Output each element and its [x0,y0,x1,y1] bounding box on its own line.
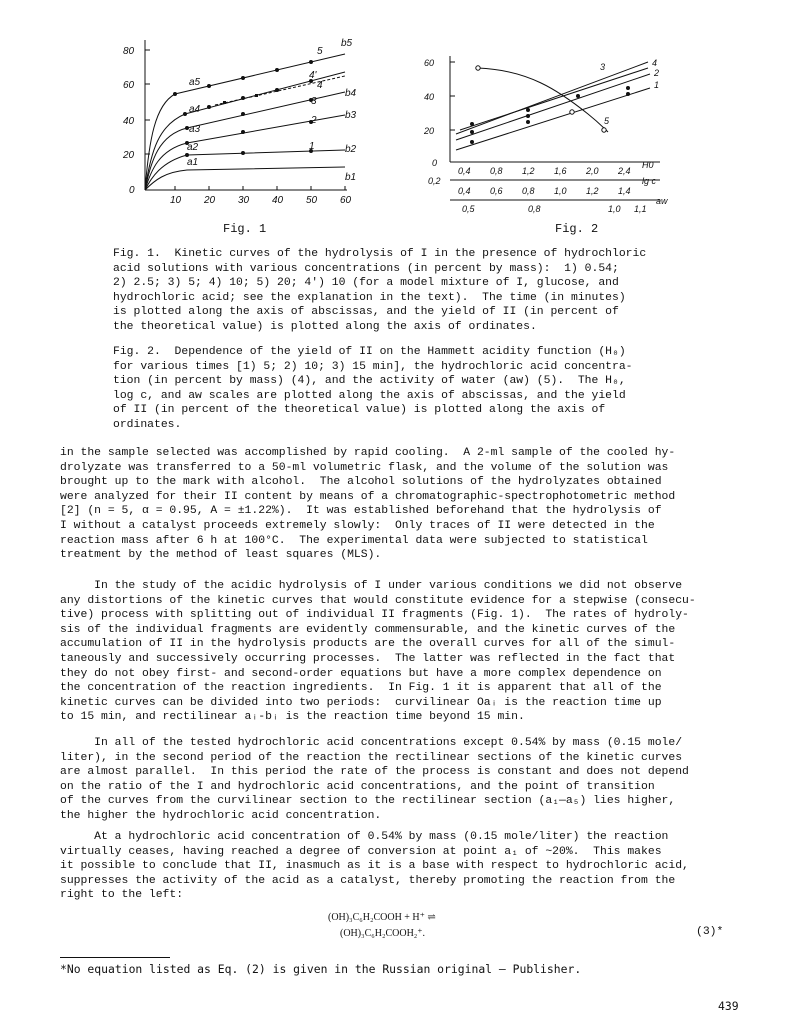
paragraph-4 [60,830,740,903]
caption-line: 2) 2.5; 3) 5; 4) 10; 5) 20; 4') 10 (for a model mixture of I, glucose, and [113,277,619,290]
caption-line: Fig. 2. Dependence of the yield of II on the Hammett acidity function (H₀) [113,346,626,358]
fig2-logc-tick: 0,4 [458,186,471,196]
fig2-logc-tick: 1,4 [618,186,631,196]
body-line: virtually ceases, having reached a degree of conversion at point a₁ of ~20%. This makes [60,845,662,858]
fig1-ytick: 20 [123,150,135,161]
fig1-ytick: 0 [129,185,135,196]
fig1-end-label: b1 [345,172,357,183]
equation-line-2: (OH)₃C₆H₂COOH₂⁺. [340,928,426,939]
body-line: are almost parallel. In this period the rate of the process is constant and does not depend [60,766,689,779]
body-line: treatment by the method of least squares (MLS). [60,549,382,562]
fig1-ytick: 60 [123,80,135,91]
body-line: sis of the individual fragments are evidently commensurable, and the kinetic curves of the [60,623,676,636]
caption-line: log c, and aw scales are plotted along the axis of abscissas, and the yield [113,389,626,402]
body-line: they do not obey first- and second-order equations but have a more complex dependence on [60,667,662,680]
fig2-h0-tick: 1,2 [522,166,535,176]
fig1-curve-label: 3 [311,96,317,107]
fig2-aw-tick: 0,5 [462,204,475,214]
fig2-aw-tick: 1,1 [634,204,647,214]
caption-line: of II (in percent of the theoretical value) is plotted along the axis of [113,404,606,417]
body-line: I without a catalyst proceeds extremely slowly: Only traces of II were detected in the [60,519,655,532]
paragraph-1 [60,446,740,563]
figure-2-label: Fig. 2 [555,222,599,236]
fig1-xtick: 60 [340,195,352,206]
fig2-ytick: 60 [424,58,435,68]
fig2-h0-tick: 2,4 [618,166,631,176]
figure-2-caption [113,345,713,433]
footnote-rule [60,957,170,958]
figure-2-plot [418,52,693,222]
caption-line: ordinates. [113,418,182,431]
body-line: the concentration of the reaction ingredients. In Fig. 1 it is apparent that all of the [60,682,662,695]
body-line: taneously and successively occurring processes. The latter was reflected in the fact that [60,652,676,665]
fig2-curve-label: 1 [654,80,660,90]
fig2-ytick: 0 [432,158,438,168]
fig2-logc-tick: 1,2 [586,186,599,196]
fig2-h0-tick: 0,8 [490,166,503,176]
body-line: right to the left: [60,889,184,902]
body-line: In all of the tested hydrochloric acid concentrations except 0.54% by mass (0.15 mole/ [60,737,683,749]
fig2-logc-tick: 0,2 [428,176,441,186]
fig1-xtick: 40 [272,195,284,206]
fig1-xtick: 20 [204,195,216,206]
caption-line: hydrochloric acid; see the explanation in the text). The time (in minutes) [113,291,626,304]
fig2-logc-tick: 0,6 [490,186,503,196]
fig2-curve-label: 3 [600,62,606,72]
fig1-curve-label: 1 [309,141,315,152]
caption-line: Fig. 1. Kinetic curves of the hydrolysis of I in the presence of hydrochloric [113,248,647,260]
body-line: the higher the hydrochloric acid concentration. [60,809,382,822]
fig1-curve-label: 4' [309,70,317,81]
fig2-ytick: 20 [424,126,435,136]
body-line: liter), in the second period of the reaction the rectilinear sections of the kinetic curves [60,751,683,764]
fig2-h0-tick: 0,4 [458,166,471,176]
fig1-curve-label: 5 [317,46,323,57]
fig2-h0-tick: 1,6 [554,166,567,176]
page-number: 439 [718,999,739,1013]
footnote: *No equation listed as Eq. (2) is given in the Russian original — Publisher. [60,962,582,976]
caption-line: is plotted along the axis of abscissas, and the yield of II (in percent of [113,306,619,319]
caption-line: acid solutions with various concentrations (in percent by mass): 1) 0.54; [113,262,619,275]
body-line: reaction mass after 6 h at 100°C. The experimental data were subjected to statistical [60,534,648,547]
body-line: it possible to conclude that II, inasmuch as it is a base with respect to hydrochloric acid, [60,860,689,873]
fig1-xtick: 30 [238,195,250,206]
fig1-end-label: b5 [341,38,353,49]
fig1-xtick: 50 [306,195,318,206]
figure-1-caption [113,247,713,335]
body-line: drolyzate was transferred to a 50-ml volumetric flask, and the volume of the solution was [60,461,669,474]
fig2-axis-name: aw [656,196,668,206]
fig2-curve-label: 4 [652,58,658,68]
fig2-curve-label: 2 [654,68,660,78]
body-line: At a hydrochloric acid concentration of 0.54% by mass (0.15 mole/liter) the reaction [60,831,669,843]
body-line: kinetic curves can be divided into two periods: curvilinear Oaᵢ is the reaction time up [60,696,662,709]
fig1-point-label: a4 [189,104,201,115]
equation-number: (3)* [696,926,724,938]
body-line: any distortions of the kinetic curves that would constitute evidence for a stepwise (consecu- [60,594,696,607]
paragraph-3 [60,736,740,824]
fig1-point-label: a2 [187,142,199,153]
body-line: on the ratio of the I and hydrochloric acid concentrations, and the point of transition [60,780,655,793]
fig2-axis-name: H0 [642,160,654,170]
fig1-ytick: 40 [123,116,135,127]
body-line: suppresses the activity of the acid as a catalyst, thereby promoting the reaction from the [60,874,676,887]
fig2-logc-tick: 1,0 [554,186,567,196]
fig1-point-label: a5 [189,77,201,88]
fig1-curve-label: 2 [311,115,317,126]
fig1-curve-label: 4 [317,80,323,91]
fig1-ytick: 80 [123,46,135,57]
body-line: were analyzed for their II content by means of a chromatographic-spectrophotometric method [60,490,676,503]
fig2-h0-tick: 2,0 [586,166,599,176]
body-line: to 15 min, and rectilinear aᵢ-bᵢ is the reaction time beyond 15 min. [60,711,525,724]
equation-line-1: (OH)₃C₆H₂COOH + H⁺ ⇌ [328,912,436,923]
fig1-end-label: b2 [345,144,357,155]
body-line: brought up to the mark with alcohol. The alcohol solutions of the hydrolyzates obtained [60,476,662,489]
fig2-logc-tick: 0,8 [522,186,535,196]
fig1-xtick: 10 [170,195,182,206]
figure-1-label: Fig. 1 [223,222,267,236]
fig2-aw-tick: 0,8 [528,204,541,214]
body-line: tive) process with splitting out of individual II fragments (Fig. 1). The rates of hydroly- [60,609,689,622]
fig2-axis-name: lg c [642,176,657,186]
body-line: In the study of the acidic hydrolysis of I under various conditions we did not observe [60,580,683,592]
fig1-point-label: a3 [189,124,201,135]
fig2-aw-tick: 1,0 [608,204,621,214]
fig2-curve-label: 5 [604,116,610,126]
figure-1-plot [115,30,360,210]
fig2-ytick: 40 [424,92,435,102]
caption-line: the theoretical value) is plotted along the axis of ordinates. [113,320,537,333]
caption-line: tion (in percent by mass) (4), and the activity of water (aw) (5). The H₀, [113,375,626,388]
body-line: [2] (n = 5, α = 0.95, A = ±1.22%). It was established beforehand that the hydrolysis of [60,505,662,518]
caption-line: for various times [1) 5; 2) 10; 3) 15 min], the hydrochloric acid concentra- [113,360,633,373]
body-line: accumulation of II in the hydrolysis products are the overall curves for all of the simul- [60,638,676,651]
fig1-point-label: a1 [187,157,199,168]
body-line: of the curves from the curvilinear section to the rectilinear section (a₁—a₅) lies higher, [60,795,676,808]
paragraph-2 [60,579,740,725]
body-line: in the sample selected was accomplished by rapid cooling. A 2-ml sample of the cooled hy- [60,447,676,459]
fig1-end-label: b3 [345,110,357,121]
fig1-end-label: b4 [345,88,357,99]
